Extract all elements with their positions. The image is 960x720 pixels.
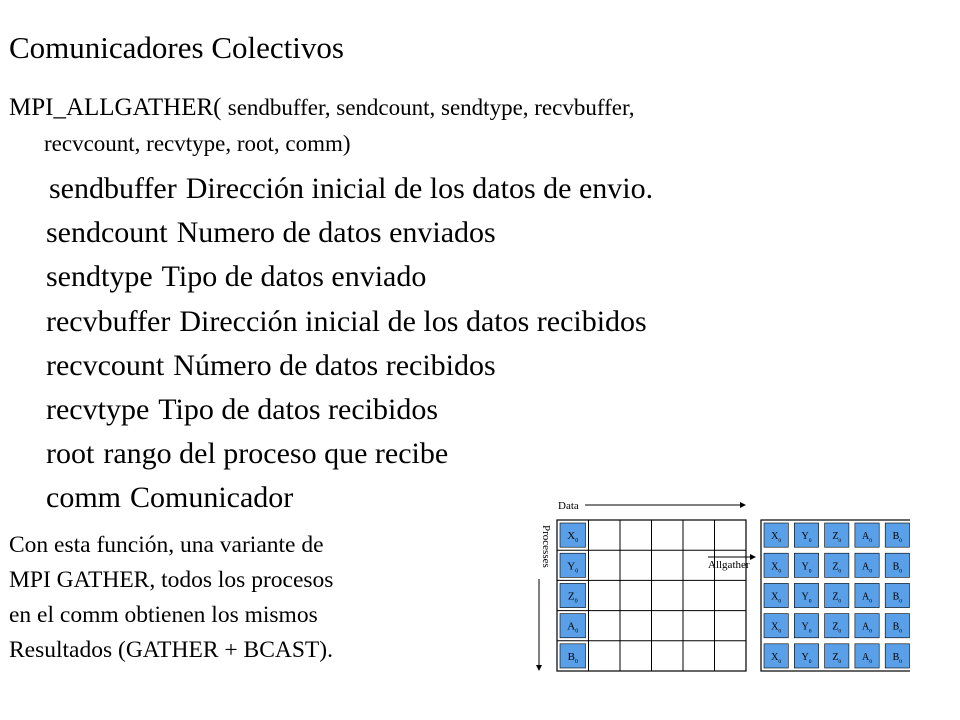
cell-label: $A_0$: [862, 531, 873, 545]
param-description: Número de datos recibidos: [173, 349, 496, 382]
description-line: Resultados (GATHER + BCAST).: [9, 637, 333, 663]
cell-label: $A_0$: [862, 651, 873, 665]
cell-label: $Z_0$: [832, 531, 842, 545]
param-name: sendtype: [46, 260, 153, 293]
param-name: sendbuffer: [49, 172, 177, 205]
param-sendtype: [46, 260, 426, 294]
allgather-diagram: [510, 495, 910, 675]
param-name: recvcount: [46, 349, 165, 382]
cell-label: $Z_0$: [832, 561, 842, 575]
cell-label: $X_0$: [771, 561, 782, 575]
cell-label: $A_0$: [862, 591, 873, 605]
cell-label: $Y_0$: [567, 560, 579, 575]
description-line: Con esta función, una variante de: [9, 532, 324, 558]
cell-label: $Y_0$: [801, 621, 812, 635]
slide-title: Comunicadores Colectivos: [9, 30, 344, 65]
param-description: Tipo de datos enviado: [161, 260, 427, 293]
processes-axis-label: Processes: [540, 525, 552, 568]
cell-label: $X_0$: [771, 651, 782, 665]
cell-label: $B_0$: [892, 621, 903, 635]
cell-label: $X_0$: [771, 531, 782, 545]
cell-label: $B_0$: [892, 591, 903, 605]
cell-label: $A_0$: [862, 561, 873, 575]
param-root: [46, 437, 448, 471]
cell-label: $Z_0$: [832, 651, 842, 665]
cell-label: $Z_0$: [832, 591, 842, 605]
function-args-line-2: recvcount, recvtype, root, comm): [44, 131, 351, 156]
allgather-label: Allgather: [708, 559, 750, 571]
param-description: Tipo de datos recibidos: [158, 393, 438, 426]
param-description: rango del proceso que recibe: [103, 437, 449, 470]
cell-label: $X_0$: [771, 621, 782, 635]
param-name: recvtype: [46, 393, 150, 426]
data-axis-label: Data: [558, 500, 579, 512]
function-name: MPI_ALLGATHER(: [9, 94, 222, 121]
param-recvtype: [46, 393, 438, 427]
cell-label: $Y_0$: [801, 531, 812, 545]
cell-label: $A_0$: [862, 621, 873, 635]
param-name: root: [46, 437, 95, 470]
param-recvcount: [46, 349, 496, 383]
param-sendbuffer: [49, 172, 653, 206]
cell-label: $B_0$: [567, 650, 578, 665]
cell-label: $A_0$: [567, 620, 579, 635]
cell-label: $X_0$: [567, 530, 579, 545]
description-line: MPI GATHER, todos los procesos: [9, 567, 334, 593]
function-args-line-1: sendbuffer, sendcount, sendtype, recvbuffer,: [227, 95, 635, 120]
param-name: comm: [46, 481, 121, 514]
cell-label: $B_0$: [892, 651, 903, 665]
allgather-arrowhead: [750, 554, 756, 560]
cell-label: $X_0$: [771, 591, 782, 605]
param-recvbuffer: [46, 305, 647, 339]
cell-label: $Y_0$: [801, 591, 812, 605]
param-sendcount: [46, 216, 496, 250]
param-description: Comunicador: [130, 481, 294, 514]
data-axis-arrowhead: [740, 502, 746, 508]
param-name: recvbuffer: [46, 305, 171, 338]
param-description: Dirección inicial de los datos de envio.: [185, 172, 654, 205]
cell-label: $Y_0$: [801, 651, 812, 665]
processes-axis-arrowhead: [536, 665, 542, 671]
cell-label: $Z_0$: [832, 621, 842, 635]
param-description: Numero de datos enviados: [176, 216, 496, 249]
cell-label: $B_0$: [892, 561, 903, 575]
cell-label: $B_0$: [892, 531, 903, 545]
param-name: sendcount: [46, 216, 168, 249]
cell-label: $Y_0$: [801, 561, 812, 575]
cell-label: $Z_0$: [567, 590, 578, 605]
function-signature-line-1: [9, 94, 634, 122]
param-description: Dirección inicial de los datos recibidos: [179, 305, 647, 338]
description-line: en el comm obtienen los mismos: [9, 602, 318, 628]
param-comm: [46, 481, 293, 515]
